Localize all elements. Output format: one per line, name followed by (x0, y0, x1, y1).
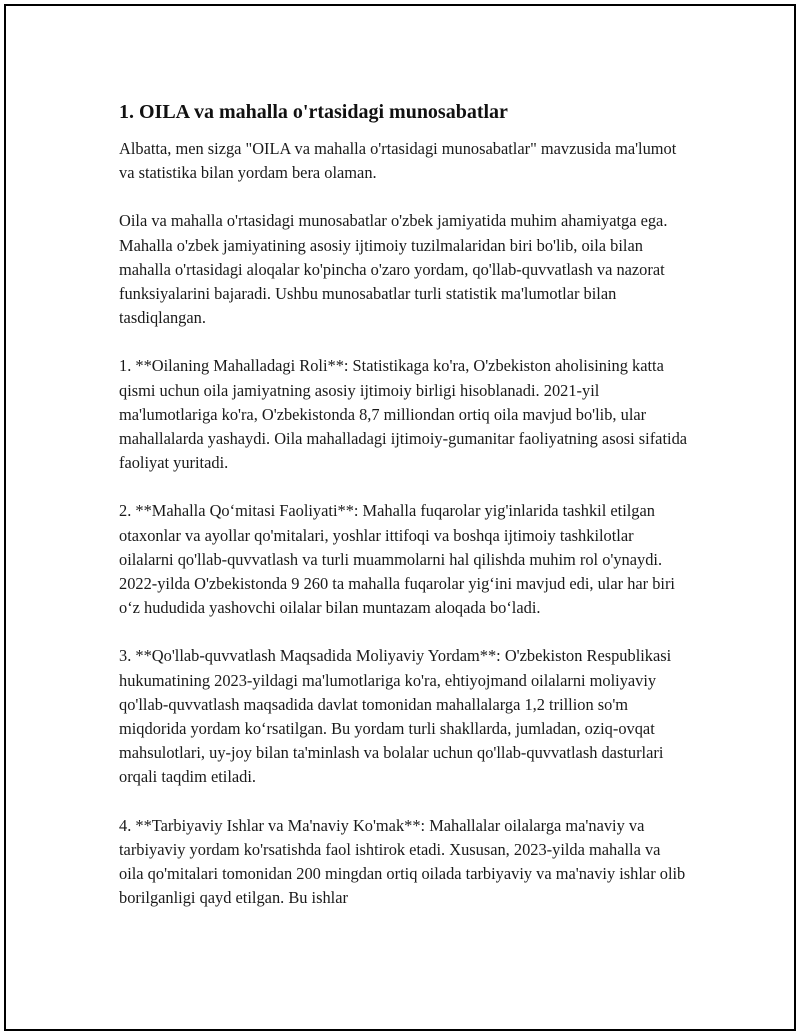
paragraph-item-1: 1. **Oilaning Mahalladagi Roli**: Statistikaga ko'ra, O'zbekiston aholisining katta qismi uchun oila jamiyatning asosiy ijtimoiy birligi hisoblanadi. 2021-yil ma'lumotlariga ko'ra, O'zbekistonda 8,7 milliondan ortiq oila mavjud bo'lib, ular mahallalarda yashaydi. Oila mahalladagi ijtimoiy-gumanitar faoliyatning asosi sifatida faoliyat yuritadi. (119, 356, 688, 473)
paragraph-intro: Albatta, men sizga "OILA va mahalla o'rtasidagi munosabatlar" mavzusida ma'lumot va statistika bilan yordam bera olaman. (119, 139, 677, 183)
paragraph-item-2: 2. **Mahalla Qo‘mitasi Faoliyati**: Mahalla fuqarolar yig'inlarida tashkil etilgan otaxonlar va ayollar qo'mitalari, yoshlar ittifoqi va boshqa ijtimoiy tashkilotlar oilalarni qo'llab-quvvatlash va turli muammolarni hal qilishda muhim rol o'ynaydi. 2022-yilda O'zbekistonda 9 260 ta mahalla fuqarolar yig‘ini mavjud edi, ular har biri o‘z hududida yashovchi oilalar bilan muntazam aloqada bo‘ladi. (119, 501, 675, 618)
document-body (119, 99, 689, 934)
page-frame (4, 4, 796, 1031)
document-title: 1. OILA va mahalla o'rtasidagi munosabatlar (119, 101, 508, 123)
paragraph-overview: Oila va mahalla o'rtasidagi munosabatlar o'zbek jamiyatida muhim ahamiyatga ega. Mahalla o'zbek jamiyatining asosiy ijtimoiy tuzilmalaridan biri bo'lib, oila bilan mahalla o'rtasidagi aloqalar ko'pincha o'zaro yordam, qo'llab-quvvatlash va nazorat funksiyalarini bajaradi. Ushbu munosabatlar turli statistik ma'lumotlar bilan tasdiqlangan. (119, 211, 668, 328)
paragraph-item-3: 3. **Qo'llab-quvvatlash Maqsadida Moliyaviy Yordam**: O'zbekiston Respublikasi hukumatining 2023-yildagi ma'lumotlariga ko'ra, ehtiyojmand oilalarni moliyaviy qo'llab-quvvatlash maqsadida davlat tomonidan mahallalarga 1,2 trillion so'm miqdorida yordam ko‘rsatilgan. Bu yordam turli shakllarda, jumladan, oziq-ovqat mahsulotlari, uy-joy bilan ta'minlash va bolalar uchun qo'llab-quvvatlash dasturlari orqali taqdim etiladi. (119, 646, 672, 787)
paragraph-item-4: 4. **Tarbiyaviy Ishlar va Ma'naviy Ko'mak**: Mahallalar oilalarga ma'naviy va tarbiyaviy yordam ko'rsatishda faol ishtirok etadi. Xususan, 2023-yilda mahalla va oila qo'mitalari tomonidan 200 mingdan ortiq oilada tarbiyaviy va ma'naviy ishlar olib borilganligi qayd etilgan. Bu ishlar (119, 815, 686, 908)
